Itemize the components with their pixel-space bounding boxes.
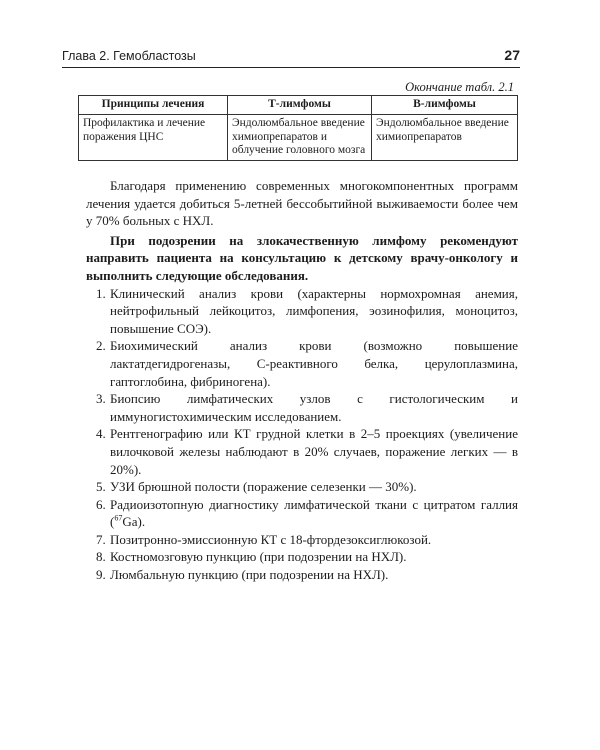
list-item: 3. Биопсию лимфатических узлов с гистологическим и иммуногистохимическим исследованием.	[96, 391, 518, 424]
list-item: 8. Костномозговую пункцию (при подозрении на НХЛ).	[96, 549, 407, 565]
page-number: 27	[504, 47, 520, 63]
table-caption: Окончание табл. 2.1	[405, 80, 514, 94]
list-item: 1. Клинический анализ крови (характерны нормохромная анемия, нейтрофильный лейкоцитоз, лимфопения, эозинофилия, моноцитоз, повышение СОЭ).	[96, 285, 518, 336]
table-cell: Эндолюмбальное введение химиопрепаратов и облучение головного мозга	[228, 114, 372, 160]
list-item: 9. Люмбальную пункцию (при подозрении на НХЛ).	[96, 567, 389, 583]
table-header-cell: В-лимфомы	[372, 96, 518, 115]
list-item: 7. Позитронно-эмиссионную КТ с 18-фтордезоксиглюкозой.	[96, 531, 432, 547]
body-text	[86, 177, 518, 584]
list-item: 6. Радиоизотопную диагностику лимфатической ткани с цитратом галлия ($^{67}$Ga).	[96, 496, 518, 530]
list-item: 2. Биохимический анализ крови (возможно повышение лактатдегидрогеназы, С-реактивного белка, церулоплазмина, гаптоглобина, фибриногена).	[96, 338, 518, 389]
table-cell: Эндолюмбальное введение химиопрепаратов	[372, 114, 518, 160]
list-item: 4. Рентгенографию или КТ грудной клетки в 2–5 проекциях (увеличение вилочковой железы наблюдают в 20% случаев, поражение легких — в 20%).	[96, 426, 518, 477]
table-header-cell: Т-лимфомы	[228, 96, 372, 115]
treatment-table	[78, 95, 518, 161]
table-cell: Профилактика и лечение поражения ЦНС	[79, 114, 228, 160]
intro-paragraph: Благодаря применению современных многокомпонентных программ лечения удается добиться 5-летней бессобытийной выживаемости более чем у 70% больных с НХЛ.	[86, 178, 518, 229]
table-header-cell: Принципы лечения	[79, 96, 228, 115]
table-row	[79, 114, 518, 160]
table-header-row	[79, 96, 518, 115]
examinations-list	[86, 285, 518, 584]
running-header	[62, 47, 520, 68]
chapter-title: Глава 2. Гемобластозы	[62, 49, 196, 63]
recommendation-paragraph: При подозрении на злокачественную лимфому рекомендуют направить пациента на консультацию к детскому врачу-онкологу и выполнить следующие обследования.	[86, 232, 518, 283]
list-item: 5. УЗИ брюшной полости (поражение селезенки — 30%).	[96, 479, 417, 495]
